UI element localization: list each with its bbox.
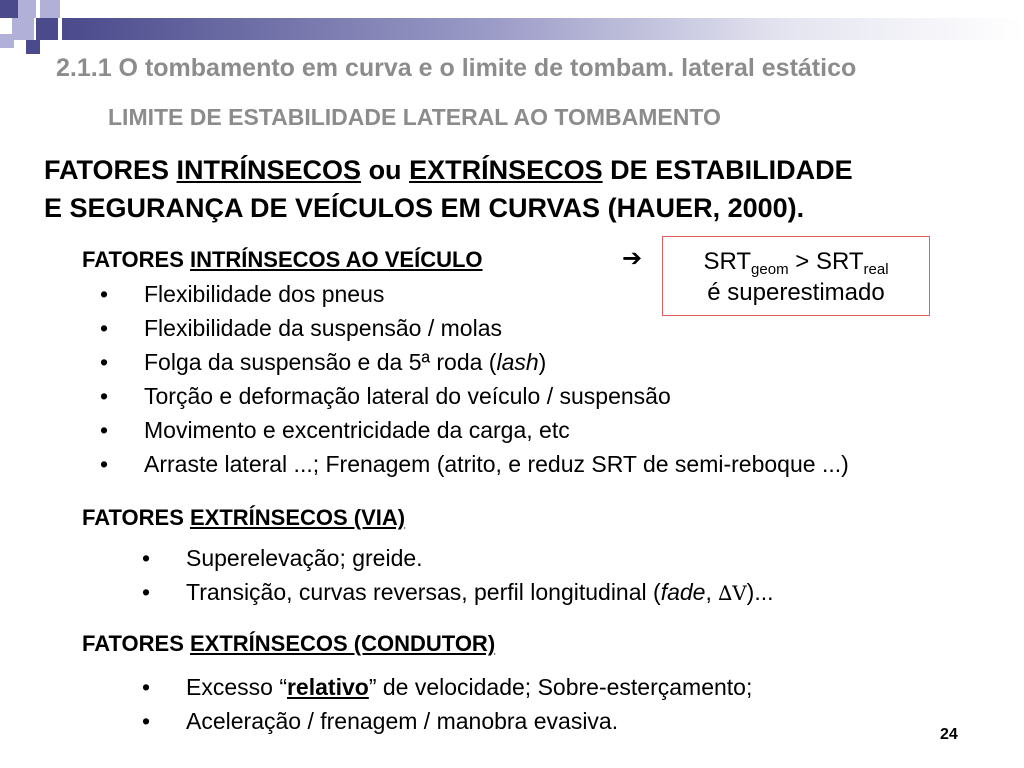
heading-underlined-intrinsic: INTRÍNSECOS: [176, 155, 362, 185]
decor-square: [0, 34, 14, 48]
bullet-icon: •: [100, 417, 109, 443]
list-item-text: Arraste lateral ...; Frenagem (atrito, e reduz SRT de semi-reboque ...): [144, 451, 849, 477]
list-item: [100, 345, 1020, 379]
bullet-icon: •: [100, 383, 109, 409]
arrow-right-icon: ➔: [622, 245, 643, 272]
list-item-text-part: ,: [705, 579, 719, 605]
list-item-text-part: ” de velocidade; Sobre-esterçamento;: [368, 674, 753, 700]
list-item-text-part: Transição, curvas reversas, perfil longitudinal (: [186, 579, 661, 605]
list-item-text: [186, 670, 752, 704]
bullet-icon: •: [142, 545, 151, 571]
via-factor-list: [142, 541, 1002, 609]
srt-subscript-geom: geom: [751, 261, 789, 278]
heading-text: FATORES: [44, 155, 177, 185]
driver-factor-list: [142, 670, 1002, 738]
bullet-icon: •: [100, 349, 109, 375]
bullet-icon: •: [142, 708, 151, 734]
list-item-text-part: Excesso “: [186, 674, 287, 700]
list-item: [100, 277, 1020, 311]
heading-text: ou: [361, 155, 410, 185]
srt-label: SRT: [703, 248, 752, 275]
greater-than-sign: >: [788, 248, 816, 275]
list-item-text: [144, 345, 546, 379]
decor-square: [36, 18, 58, 40]
decor-square: [12, 18, 34, 40]
section-underlined: EXTRÍNSECOS (VIA): [189, 505, 406, 530]
list-item-text: Torção e deformação lateral do veículo / suspensão: [144, 383, 671, 409]
section-prefix: FATORES: [82, 631, 190, 656]
list-item: [142, 575, 1002, 609]
section-via-heading: [82, 505, 405, 531]
slide-title: 2.1.1 O tombamento em curva e o limite de tombam. lateral estático: [56, 54, 857, 82]
list-item: [100, 311, 1020, 345]
heading-underlined-extrinsic: EXTRÍNSECOS: [409, 155, 603, 185]
heading-line-2: E SEGURANÇA DE VEÍCULOS EM CURVAS (HAUER, 2000).: [44, 193, 805, 223]
srt-note-text: é superestimado: [707, 279, 885, 306]
list-item-text: Aceleração / frenagem / manobra evasiva.: [186, 708, 619, 734]
list-item-italic: lash: [496, 349, 539, 375]
list-item: [142, 704, 1002, 738]
bullet-icon: •: [142, 674, 151, 700]
section-prefix: FATORES: [82, 505, 190, 530]
list-item-text: Flexibilidade da suspensão / molas: [144, 315, 502, 341]
heading-line-1: [44, 151, 1004, 189]
decor-square: [0, 0, 18, 18]
page-number: 24: [940, 726, 958, 743]
decor-square: [40, 0, 60, 18]
section-intrinsic-heading: [82, 247, 483, 273]
section-underlined: EXTRÍNSECOS (CONDUTOR): [189, 631, 496, 656]
slide-subtitle: LIMITE DE ESTABILIDADE LATERAL AO TOMBAMENTO: [108, 104, 721, 130]
srt-label: SRT: [815, 248, 864, 275]
list-item-text: Movimento e excentricidade da carga, etc: [144, 417, 570, 443]
srt-comparison: [663, 246, 929, 277]
list-item: [100, 447, 1020, 481]
list-item-text-part: )...: [746, 579, 774, 605]
list-item-text-part: ): [538, 349, 547, 375]
section-driver-heading: [82, 631, 495, 657]
list-item-text-part: Folga da suspensão e da 5ª roda (: [144, 349, 497, 375]
list-item: [100, 379, 1020, 413]
list-item-text: Flexibilidade dos pneus: [144, 281, 385, 307]
list-item-emphasis: relativo: [286, 674, 369, 700]
heading-text: DE ESTABILIDADE: [602, 155, 853, 185]
list-item: [142, 541, 1002, 575]
list-item-text: Superelevação; greide.: [186, 545, 423, 571]
delta-v-symbol: ∆V: [718, 581, 747, 605]
section-underlined: INTRÍNSECOS AO VEÍCULO: [189, 247, 483, 272]
list-item: [100, 413, 1020, 447]
list-item-italic: fade: [660, 579, 706, 605]
srt-subscript-real: real: [863, 261, 889, 278]
intrinsic-factor-list: [100, 277, 1020, 481]
section-prefix: FATORES: [82, 247, 190, 272]
bullet-icon: •: [100, 451, 109, 477]
main-heading: [44, 151, 1004, 227]
title-bar-decoration: [62, 18, 1024, 40]
bullet-icon: •: [142, 579, 151, 605]
decor-square: [18, 0, 36, 18]
bullet-icon: •: [100, 281, 109, 307]
list-item-text: [186, 575, 774, 610]
decor-square: [26, 40, 40, 54]
bullet-icon: •: [100, 315, 109, 341]
list-item: [142, 670, 1002, 704]
